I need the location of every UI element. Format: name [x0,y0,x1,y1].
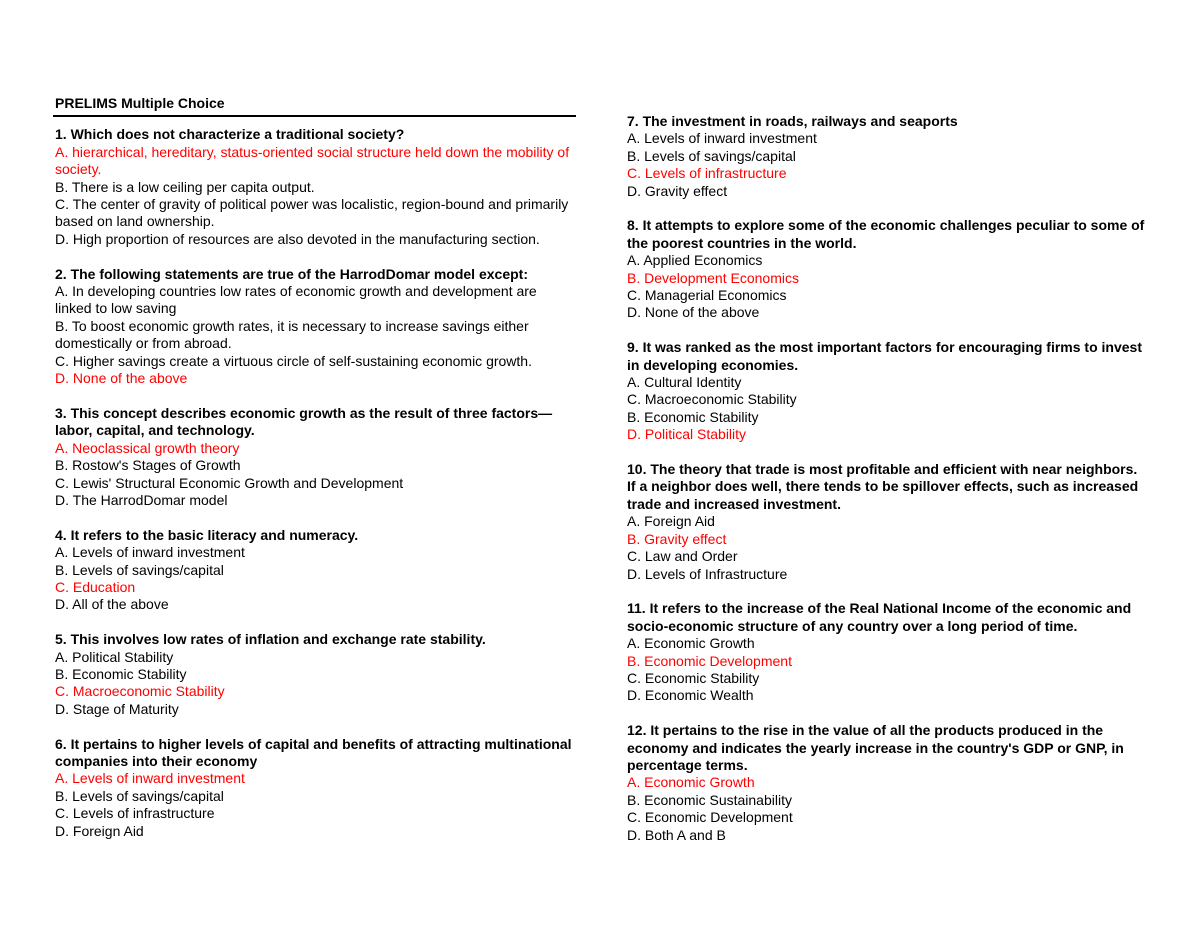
answer-option-correct: D. Political Stability [627,426,747,443]
answer-option: B. Economic Stability [627,408,759,425]
question-text: 4. It refers to the basic literacy and numeracy. [55,526,359,543]
answer-option: B. Levels of savings/capital [55,787,224,804]
left-column [55,95,577,857]
answer-option: D. All of the above [55,596,169,613]
question-block [55,126,577,248]
answer-option: D. High proportion of resources are also devoted in the manufacturing section. [55,230,540,247]
question-text: 9. It was ranked as the most important factors for encouraging firms to invest in developing economies. [627,339,1142,373]
answer-option: C. Levels of infrastructure [55,805,215,822]
question-block [55,631,577,718]
question-block [627,461,1149,583]
answer-option: D. Both A and B [627,826,726,843]
answer-option-correct: C. Macroeconomic Stability [55,683,225,700]
answer-option: B. Economic Stability [55,665,187,682]
answer-option: C. Macroeconomic Stability [627,391,797,408]
question-block [627,113,1149,200]
answer-option-correct: A. Economic Growth [627,774,755,791]
question-text: 12. It pertains to the rise in the value of all the products produced in the economy and indicates the yearly increase in the country's GDP or GNP, in percentage terms. [627,722,1124,773]
question-text: 3. This concept describes economic growth as the result of three factors—labor, capital, and technology. [55,404,553,439]
question-block [55,527,577,614]
answer-option: D. Levels of Infrastructure [627,565,788,582]
answer-option: A. Levels of inward investment [55,544,245,561]
question-block [627,600,1149,704]
question-text: 8. It attempts to explore some of the economic challenges peculiar to some of the poorest countries in the world. [627,217,1145,251]
answer-option: A. Political Stability [55,648,174,665]
answer-option-correct: D. None of the above [55,370,188,387]
answer-option-correct: B. Economic Development [627,652,792,669]
heading-divider [53,115,576,117]
question-text: 7. The investment in roads, railways and seaports [627,113,958,129]
answer-option: B. To boost economic growth rates, it is necessary to increase savings either domestically or from abroad. [55,317,529,352]
question-text: 2. The following statements are true of the HarrodDomar model except: [55,265,528,282]
question-list-right [627,113,1149,844]
answer-option: A. Foreign Aid [627,513,715,530]
answer-option: C. Law and Order [627,548,738,565]
answer-option-correct: A. hierarchical, hereditary, status-oriented social structure held down the mobility of society. [55,143,570,178]
answer-option: D. None of the above [627,304,760,321]
answer-option: D. Stage of Maturity [55,700,179,717]
question-block [55,405,577,509]
answer-option: C. Lewis' Structural Economic Growth and Development [55,474,404,491]
answer-option-correct: B. Gravity effect [627,530,727,547]
document-heading: PRELIMS Multiple Choice [55,95,225,111]
right-column [627,113,1149,861]
answer-option: B. Rostow's Stages of Growth [55,457,241,474]
answer-option: C. Higher savings create a virtuous circle of self-sustaining economic growth. [55,352,532,369]
answer-option: A. Applied Economics [627,252,763,269]
answer-option: A. Levels of inward investment [627,130,817,147]
answer-option-correct: C. Levels of infrastructure [627,165,787,182]
answer-option: C. Economic Stability [627,669,760,686]
answer-option: C. The center of gravity of political power was localistic, region-bound and primarily based on land ownership. [55,196,569,230]
question-text: 5. This involves low rates of inflation and exchange rate stability. [55,631,486,648]
answer-option: D. The HarrodDomar model [55,491,228,508]
answer-option: A. Cultural Identity [627,374,742,391]
answer-option: B. Levels of savings/capital [627,147,796,164]
answer-option: A. Economic Growth [627,635,755,652]
question-text: 1. Which does not characterize a traditional society? [55,126,405,143]
answer-option: B. There is a low ceiling per capita output. [55,178,315,195]
question-block [627,217,1149,321]
answer-option: D. Foreign Aid [55,822,144,839]
answer-option: B. Levels of savings/capital [55,561,224,578]
answer-option-correct: C. Education [55,578,136,595]
question-block [55,266,577,388]
answer-option: A. In developing countries low rates of economic growth and development are linked to low saving [55,283,537,317]
answer-option: D. Economic Wealth [627,687,754,704]
answer-option-correct: A. Levels of inward investment [55,770,245,787]
answer-option: C. Managerial Economics [627,287,787,304]
answer-option-correct: A. Neoclassical growth theory [55,439,240,456]
question-list-left [55,126,577,840]
question-text: 11. It refers to the increase of the Real National Income of the economic and socio-economic structure of any country over a long period of time. [627,600,1132,634]
question-block [627,339,1149,443]
question-block [627,722,1149,844]
question-text: 6. It pertains to higher levels of capital and benefits of attracting multinational companies into their economy [55,735,572,769]
answer-option: C. Economic Development [627,809,793,826]
question-block [55,736,577,840]
answer-option: D. Gravity effect [627,182,728,199]
answer-option-correct: B. Development Economics [627,269,799,286]
question-text: 10. The theory that trade is most profitable and efficient with near neighbors. If a neighbor does well, there tends to be spillover effects, such as increased trade and increased investment. [627,461,1139,512]
answer-option: B. Economic Sustainability [627,791,792,808]
